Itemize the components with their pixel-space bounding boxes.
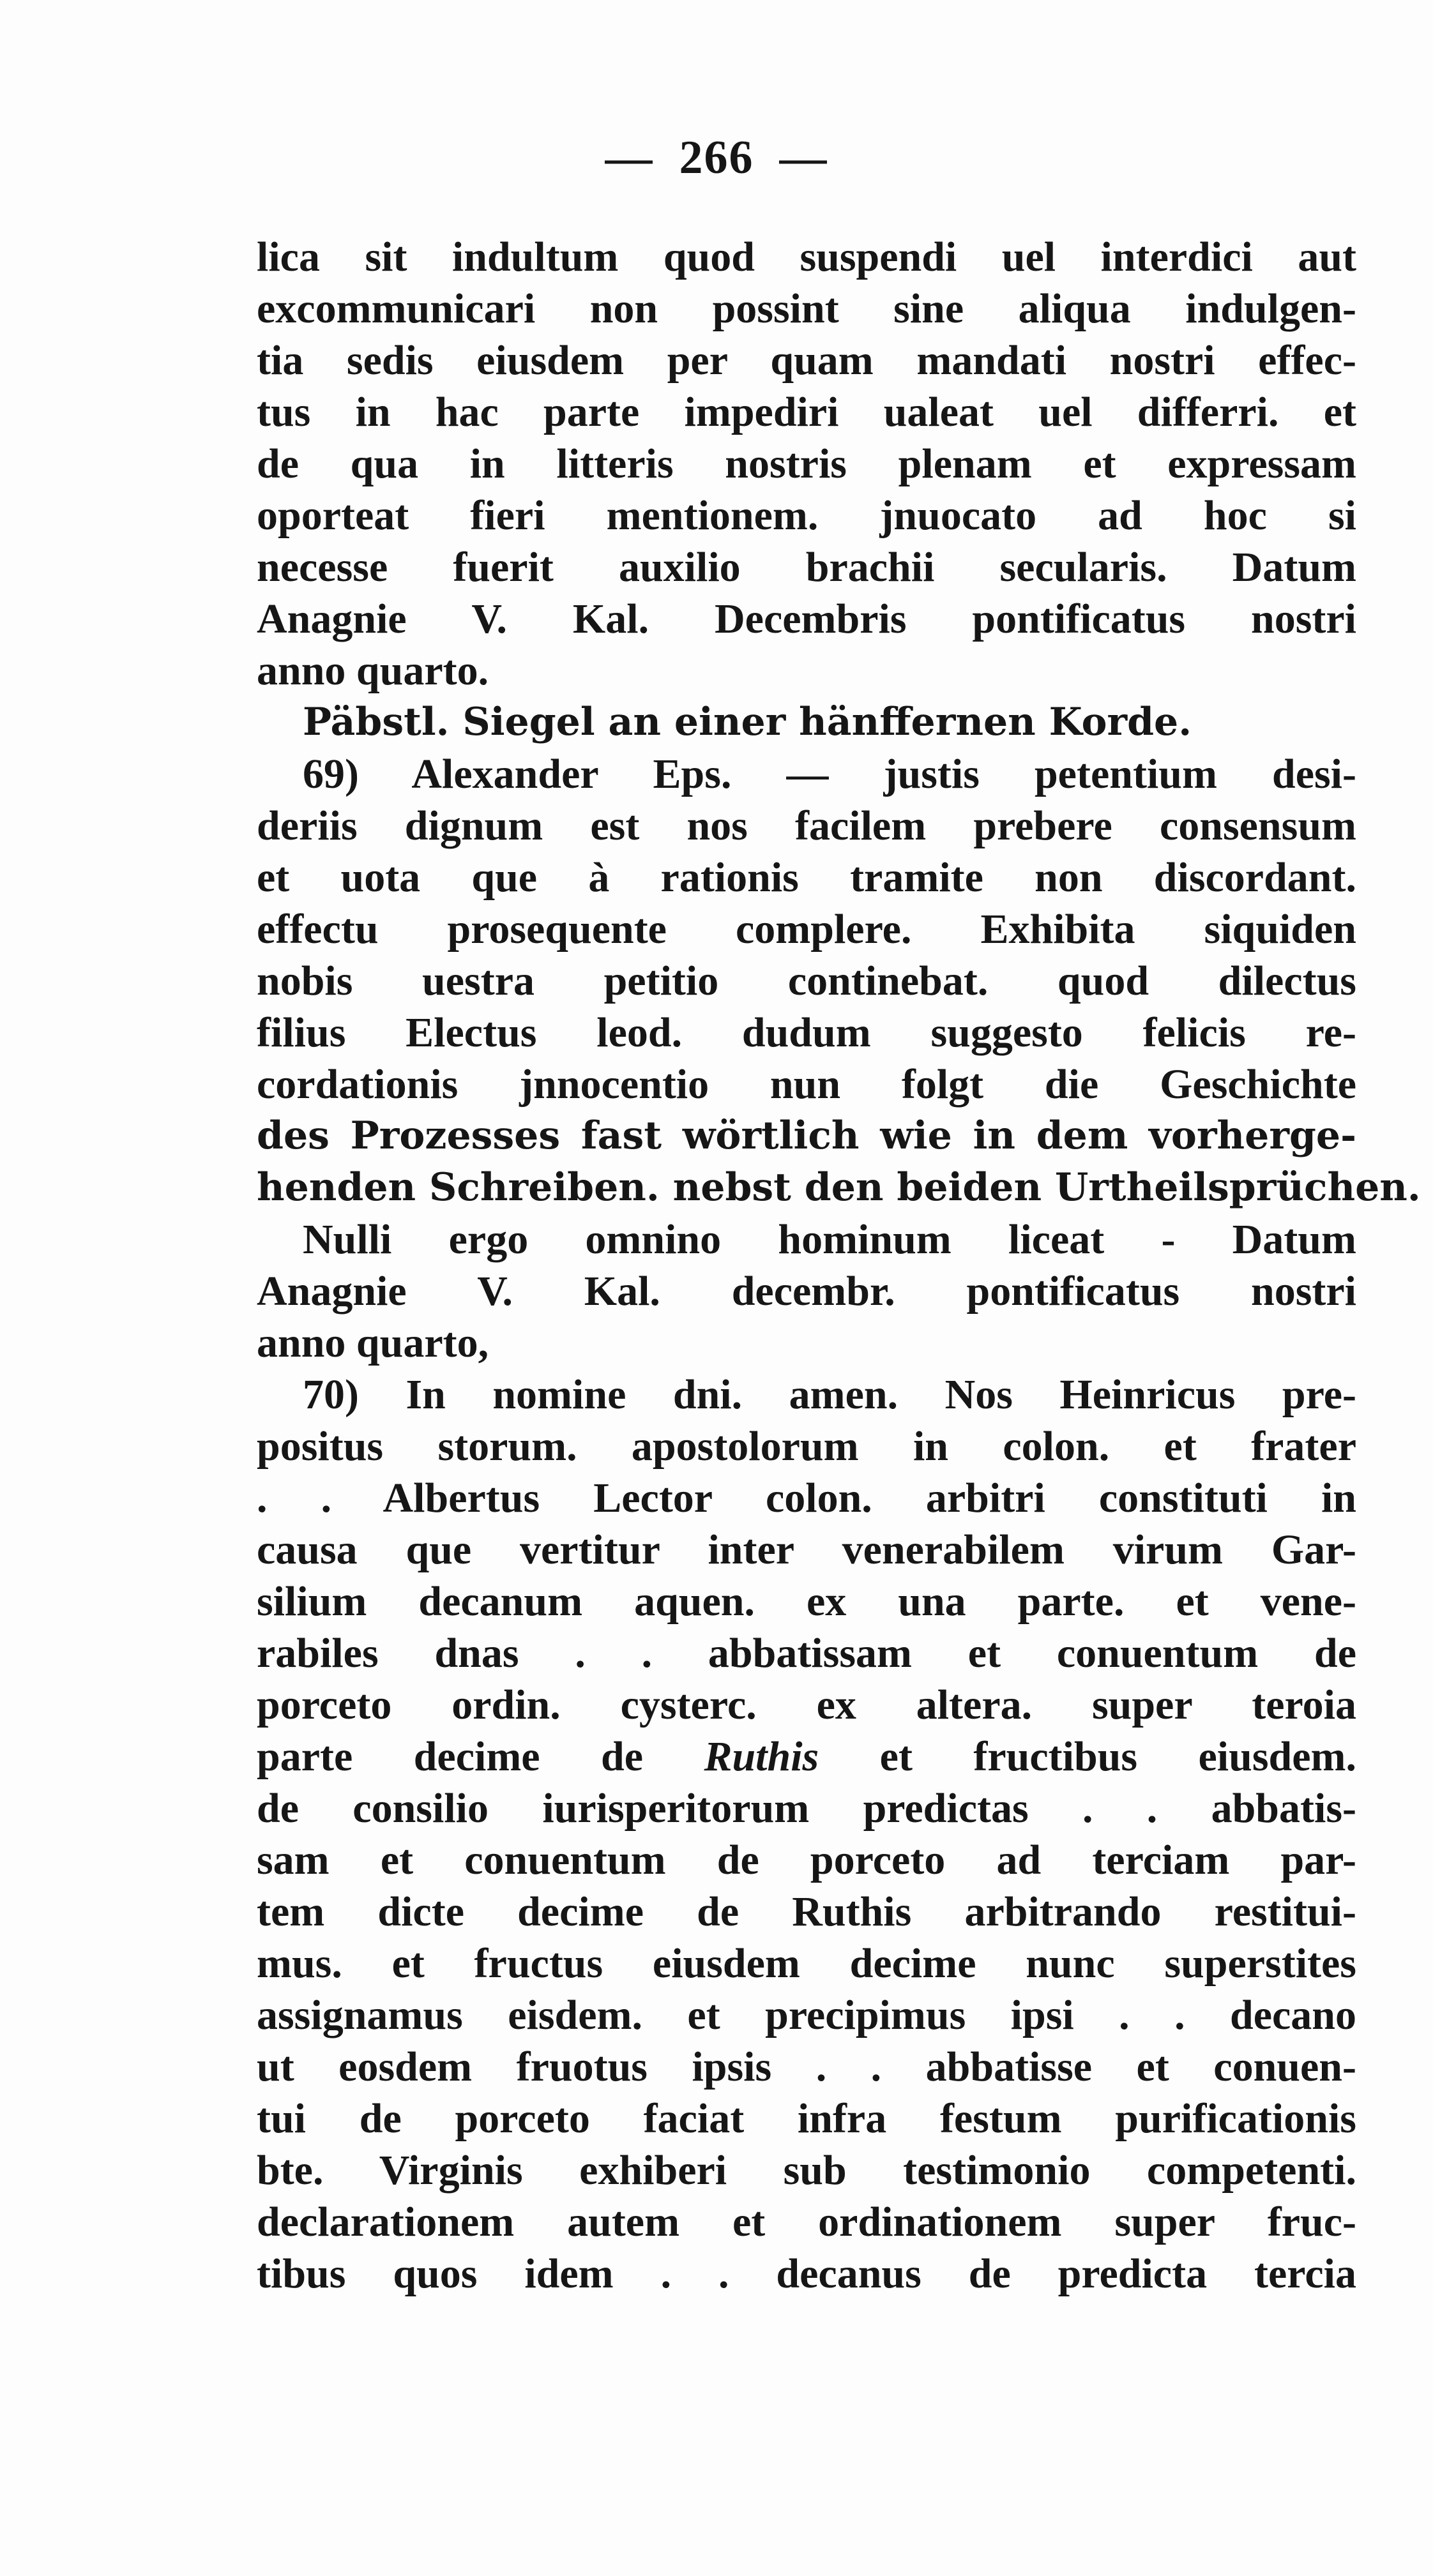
text-line: tem dicte decime de Ruthis arbitrando restitui-	[257, 1888, 1356, 1935]
text-line: cordationis jnnocentio nun folgt die Geschichte	[257, 1061, 1356, 1108]
text-line: anno quarto.	[257, 647, 489, 694]
text-line: sam et conuentum de porceto ad terciam par-	[257, 1837, 1356, 1883]
text-line: mus. et fructus eiusdem decime nunc superstites	[257, 1940, 1356, 1987]
text-line: oporteat fieri mentionem. jnuocato ad hoc si	[257, 492, 1356, 539]
text-line: et uota que à rationis tramite non discordant.	[257, 854, 1356, 901]
text-line: excommunicari non possint sine aliqua indulgen-	[257, 285, 1356, 332]
text-line: necesse fuerit auxilio brachii secularis. Datum	[257, 544, 1356, 591]
text-line: Anagnie V. Kal. decembr. pontificatus nostri	[257, 1268, 1356, 1314]
page-number-dash-right: —	[779, 132, 828, 184]
text-line: 70) In nomine dni. amen. Nos Heinricus pre-	[303, 1371, 1356, 1418]
text-line: de qua in litteris nostris plenam et expressam	[257, 441, 1356, 487]
text-line: tui de porceto faciat infra festum purificationis	[257, 2095, 1356, 2142]
italic-place-name: Ruthis	[704, 1733, 819, 1780]
text-line: anno quarto,	[257, 1320, 489, 1366]
text-segment: parte decime de	[257, 1733, 704, 1780]
text-line: . . Albertus Lector colon. arbitri constituti in	[257, 1475, 1356, 1521]
text-line: bte. Virginis exhiberi sub testimonio competenti.	[257, 2147, 1356, 2194]
text-line: tus in hac parte impediri ualeat uel differri. et	[257, 389, 1356, 435]
text-line: deriis dignum est nos facilem prebere consensum	[257, 802, 1356, 849]
text-line: ut eosdem fruotus ipsis . . abbatisse et conuen-	[257, 2044, 1356, 2090]
text-line: silium decanum aquen. ex una parte. et vene-	[257, 1578, 1356, 1625]
text-line: causa que vertitur inter venerabilem virum Gar-	[257, 1526, 1356, 1573]
text-line: tia sedis eiusdem per quam mandati nostri effec-	[257, 337, 1356, 384]
page-number-dash-left: —	[605, 132, 654, 184]
text-line: Päbstl. Siegel an einer hänffernen Korde.	[303, 700, 1192, 744]
text-line: henden Schreiben. nebst den beiden Urtheilsprüchen.	[257, 1165, 1421, 1210]
text-line: positus storum. apostolorum in colon. et frater	[257, 1423, 1356, 1470]
text-line: des Prozesses fast wörtlich wie in dem vorherge-	[257, 1113, 1356, 1158]
page-number: 266	[679, 132, 754, 184]
text-line: declarationem autem et ordinationem super fruc-	[257, 2199, 1356, 2245]
text-segment: et fructibus eiusdem.	[819, 1733, 1356, 1780]
text-line: nobis uestra petitio continebat. quod dilectus	[257, 958, 1356, 1004]
text-line: de consilio iurisperitorum predictas . . abbatis-	[257, 1785, 1356, 1832]
text-line: filius Electus leod. dudum suggesto felicis re-	[257, 1009, 1356, 1056]
body-text	[257, 231, 1421, 2300]
text-line: porceto ordin. cysterc. ex altera. super teroia	[257, 1682, 1356, 1728]
text-line: 69) Alexander Eps. — justis petentium desi-	[303, 751, 1356, 797]
text-line: Nulli ergo omnino hominum liceat - Datum	[303, 1216, 1356, 1263]
page-header	[0, 131, 1433, 185]
text-line: effectu prosequente complere. Exhibita siquiden	[257, 906, 1356, 953]
text-line: Anagnie V. Kal. Decembris pontificatus nostri	[257, 596, 1356, 642]
text-line: lica sit indultum quod suspendi uel interdici aut	[257, 234, 1356, 280]
text-line	[257, 1731, 1356, 1782]
text-line: tibus quos idem . . decanus de predicta tercia	[257, 2250, 1356, 2297]
text-line: assignamus eisdem. et precipimus ipsi . . decano	[257, 1992, 1356, 2038]
text-line: rabiles dnas . . abbatissam et conuentum de	[257, 1630, 1356, 1676]
